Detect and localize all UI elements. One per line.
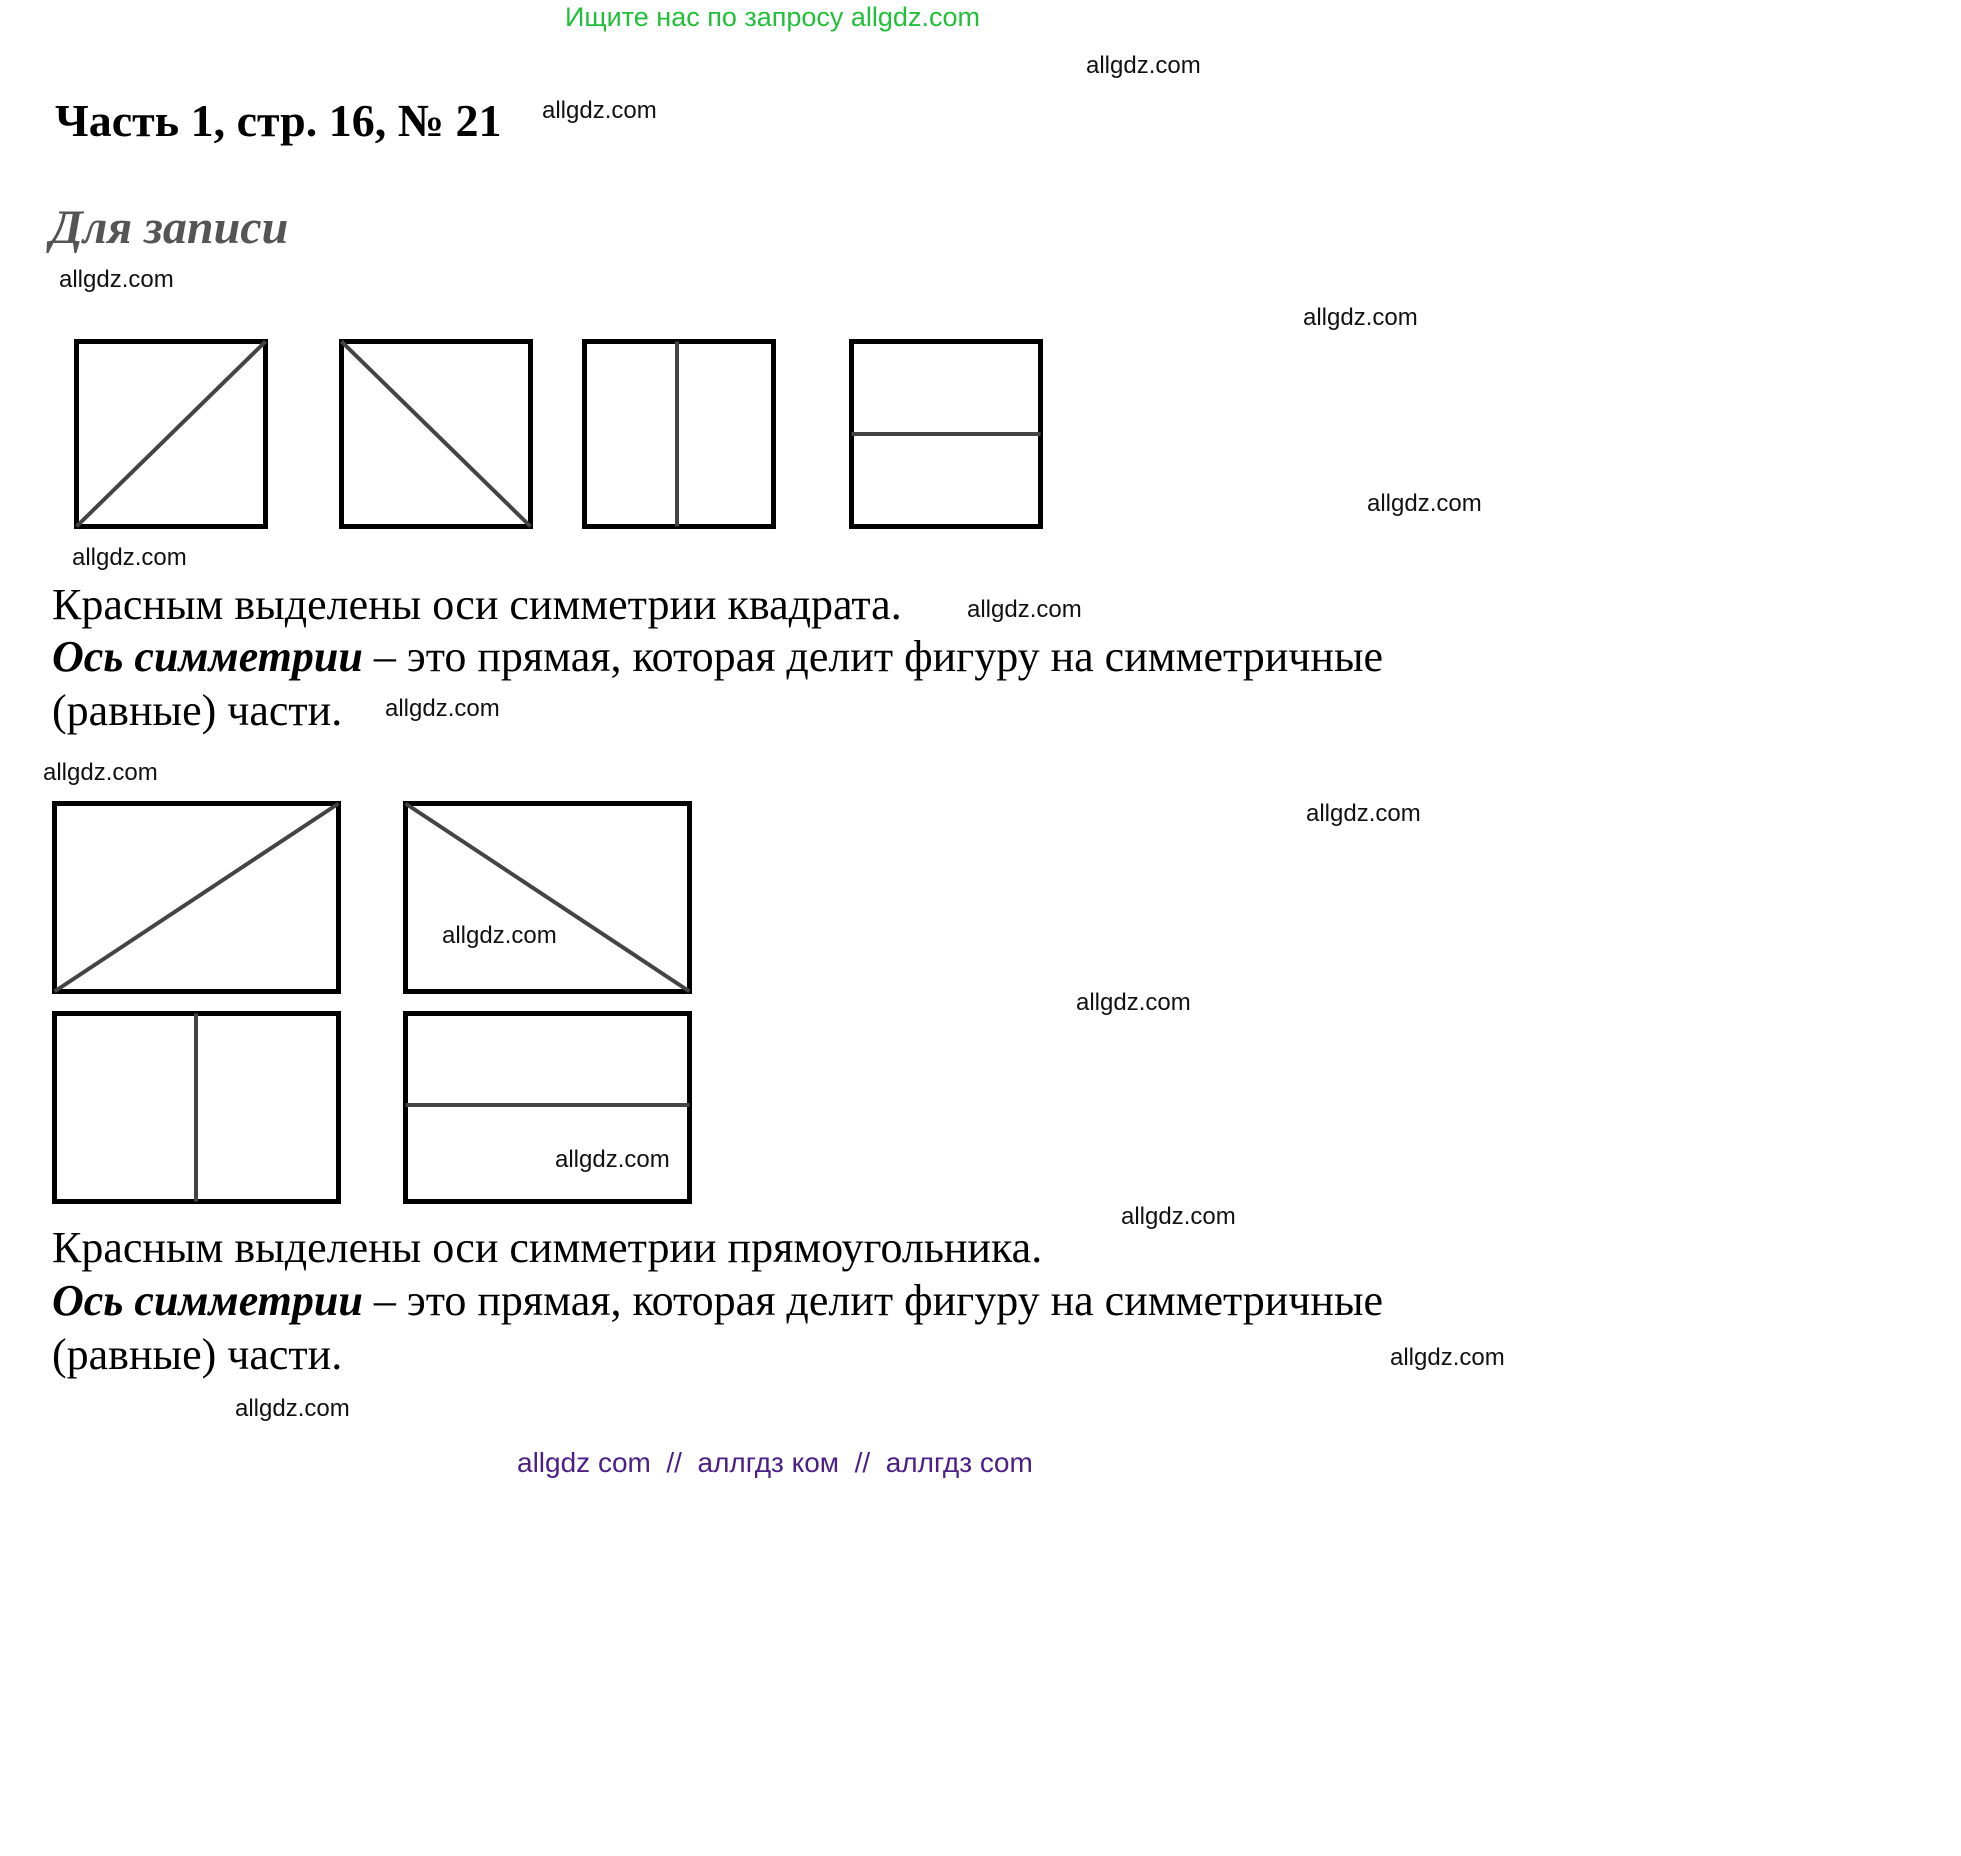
rectangles-definition-end: (равные) части.: [52, 1330, 343, 1379]
rectangle-figure-diagonal-down: [403, 801, 692, 994]
symmetry-axis: [55, 804, 339, 992]
rectangles-caption: Красным выделены оси симметрии прямоугольника.: [52, 1223, 1043, 1272]
watermark: allgdz.com: [385, 695, 500, 722]
symmetry-axis: [342, 342, 531, 527]
rectangle-outline: [406, 1014, 690, 1202]
rectangle-figure-diagonal-up: [52, 801, 341, 994]
watermark: allgdz.com: [235, 1395, 350, 1422]
square-figure-diagonal-up: [74, 339, 268, 529]
square-figure-diagonal-down: [339, 339, 533, 529]
watermark: allgdz.com: [72, 544, 187, 571]
watermark: allgdz.com: [1367, 490, 1482, 517]
symmetry-axis: [406, 804, 690, 992]
watermark: allgdz.com: [1086, 52, 1201, 79]
rectangle-figure-horizontal: [403, 1011, 692, 1204]
squares-definition: [52, 630, 1383, 684]
watermark: allgdz.com: [555, 1146, 670, 1173]
squares-caption: Красным выделены оси симметрии квадрата.: [52, 580, 902, 629]
watermark: allgdz.com: [1121, 1203, 1236, 1230]
watermark: allgdz.com: [1390, 1344, 1505, 1371]
definition-term: Ось симметрии: [52, 1276, 363, 1325]
definition-text: – это прямая, которая делит фигуру на симметричные: [362, 1276, 1384, 1325]
watermark: allgdz.com: [542, 97, 657, 124]
squares-definition-end: (равные) части.: [52, 686, 343, 735]
watermark: allgdz.com: [967, 596, 1082, 623]
watermark: allgdz.com: [1303, 304, 1418, 331]
page-title: Часть 1, стр. 16, № 21: [55, 95, 502, 146]
rectangle-figure-vertical: [52, 1011, 341, 1204]
watermark: allgdz.com: [43, 759, 158, 786]
square-figure-horizontal: [849, 339, 1043, 529]
top-banner: Ищите нас по запросу allgdz.com: [565, 2, 980, 32]
section-subtitle: Для записи: [50, 201, 289, 254]
watermark: allgdz.com: [59, 266, 174, 293]
watermark: allgdz.com: [442, 922, 557, 949]
definition-text: – это прямая, которая делит фигуру на симметричные: [362, 632, 1384, 681]
symmetry-axis: [77, 342, 266, 527]
footer-text: allgdz com // аллгдз ком // аллгдз com: [517, 1447, 1033, 1478]
square-figure-vertical: [582, 339, 776, 529]
rectangles-definition: [52, 1274, 1383, 1328]
watermark: allgdz.com: [1306, 800, 1421, 827]
watermark: allgdz.com: [1076, 989, 1191, 1016]
definition-term: Ось симметрии: [52, 632, 363, 681]
